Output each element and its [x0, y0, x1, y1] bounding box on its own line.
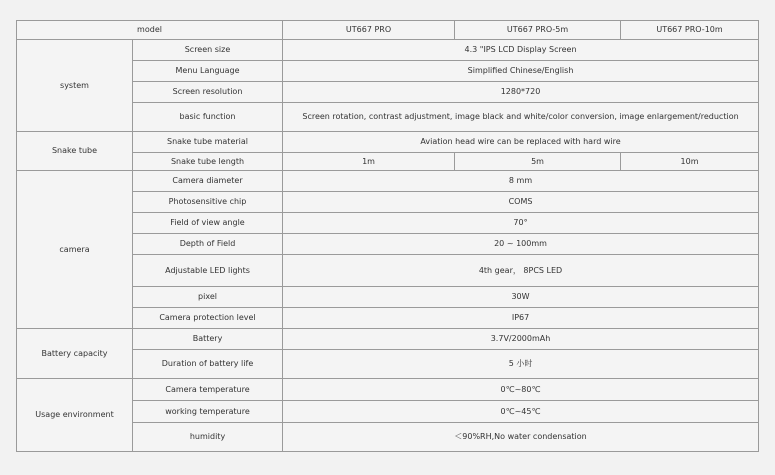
- category-system: system: [17, 40, 133, 132]
- spec-value: Simplified Chinese/English: [283, 61, 759, 82]
- table-row: [17, 132, 759, 153]
- spec-value: 1280*720: [283, 82, 759, 103]
- spec-label: Camera protection level: [133, 308, 283, 329]
- category-usage-environment: Usage environment: [17, 379, 133, 452]
- model-pro: UT667 PRO: [283, 21, 455, 40]
- spec-label: pixel: [133, 287, 283, 308]
- spec-label: working temperature: [133, 401, 283, 423]
- spec-label: Field of view angle: [133, 213, 283, 234]
- spec-value: Screen rotation, contrast adjustment, image black and white/color conversion, image enlargement/reduction: [283, 103, 759, 132]
- spec-label: Camera temperature: [133, 379, 283, 401]
- spec-value: 3.7V/2000mAh: [283, 329, 759, 350]
- model-header: model: [17, 21, 283, 40]
- table-row: [17, 40, 759, 61]
- spec-value: 8 mm: [283, 171, 759, 192]
- category-snake-tube: Snake tube: [17, 132, 133, 171]
- spec-label: Screen resolution: [133, 82, 283, 103]
- spec-label: Adjustable LED lights: [133, 255, 283, 287]
- spec-label: Menu Language: [133, 61, 283, 82]
- model-pro-5m: UT667 PRO-5m: [455, 21, 621, 40]
- spec-value: COMS: [283, 192, 759, 213]
- table-row: [17, 379, 759, 401]
- spec-value: ＜90%RH,No water condensation: [283, 423, 759, 452]
- table-row: [17, 329, 759, 350]
- length-pro: 1m: [283, 153, 455, 171]
- spec-label: Battery: [133, 329, 283, 350]
- table-row: [17, 171, 759, 192]
- length-pro-10m: 10m: [621, 153, 759, 171]
- spec-label: Snake tube length: [133, 153, 283, 171]
- category-camera: camera: [17, 171, 133, 329]
- spec-label: Photosensitive chip: [133, 192, 283, 213]
- spec-label: basic function: [133, 103, 283, 132]
- spec-table: [16, 20, 759, 452]
- spec-label: humidity: [133, 423, 283, 452]
- spec-value: IP67: [283, 308, 759, 329]
- spec-value: Aviation head wire can be replaced with hard wire: [283, 132, 759, 153]
- spec-value: 5 小时: [283, 350, 759, 379]
- spec-value: 30W: [283, 287, 759, 308]
- spec-value: 0℃~80℃: [283, 379, 759, 401]
- spec-value: 4th gear， 8PCS LED: [283, 255, 759, 287]
- model-pro-10m: UT667 PRO-10m: [621, 21, 759, 40]
- spec-value: 4.3 "IPS LCD Display Screen: [283, 40, 759, 61]
- spec-label: Depth of Field: [133, 234, 283, 255]
- spec-value: 0℃~45℃: [283, 401, 759, 423]
- length-pro-5m: 5m: [455, 153, 621, 171]
- spec-value: 20 ~ 100mm: [283, 234, 759, 255]
- spec-label: Camera diameter: [133, 171, 283, 192]
- category-battery: Battery capacity: [17, 329, 133, 379]
- spec-label: Snake tube material: [133, 132, 283, 153]
- spec-label: Duration of battery life: [133, 350, 283, 379]
- spec-value: 70°: [283, 213, 759, 234]
- spec-label: Screen size: [133, 40, 283, 61]
- header-row: [17, 21, 759, 40]
